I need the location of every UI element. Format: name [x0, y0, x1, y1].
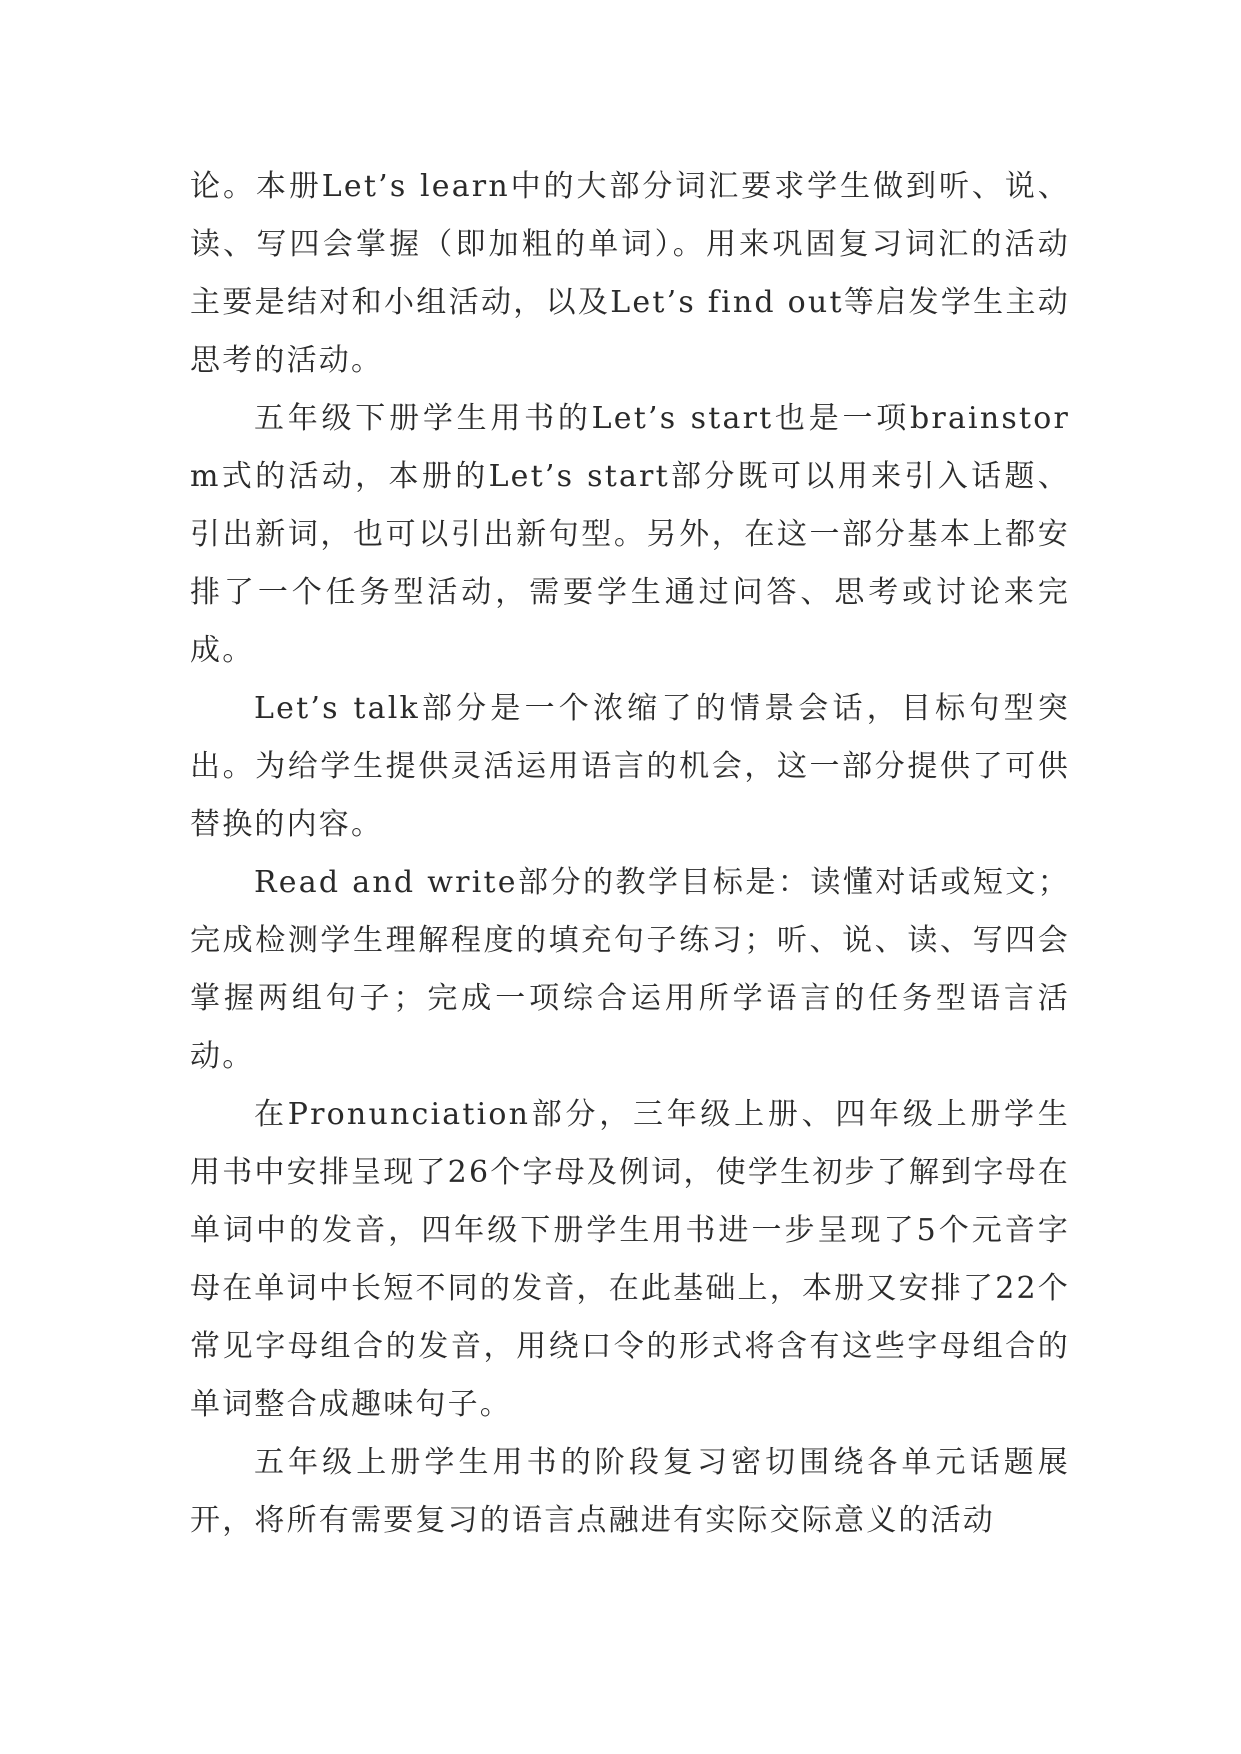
body-text [190, 158, 1070, 1550]
paragraph-1: 论。本册Let’s learn中的大部分词汇要求学生做到听、说、读、写四会掌握（即加粗的单词）。用来巩固复习词汇的活动主要是结对和小组活动，以及Let’s find out等启发学生主动思考的活动。 [190, 169, 1070, 378]
paragraph-6: 五年级上册学生用书的阶段复习密切围绕各单元话题展开，将所有需要复习的语言点融进有实际交际意义的活动 [190, 1445, 1070, 1538]
paragraph-5: 在Pronunciation部分，三年级上册、四年级上册学生用书中安排呈现了26个字母及例词，使学生初步了解到字母在单词中的发音，四年级下册学生用书进一步呈现了5个元音字母在单词中长短不同的发音，在此基础上，本册又安排了22个常见字母组合的发音，用绕口令的形式将含有这些字母组合的单词整合成趣味句子。 [190, 1097, 1070, 1422]
paragraph-2: 五年级下册学生用书的Let’s start也是一项brainstorm式的活动，本册的Let’s start部分既可以用来引入话题、引出新词，也可以引出新句型。另外，在这一部分基本上都安排了一个任务型活动，需要学生通过问答、思考或讨论来完成。 [190, 401, 1070, 668]
paragraph-3: Let’s talk部分是一个浓缩了的情景会话，目标句型突出。为给学生提供灵活运用语言的机会，这一部分提供了可供替换的内容。 [190, 691, 1070, 842]
paragraph-4: Read and write部分的教学目标是：读懂对话或短文；完成检测学生理解程度的填充句子练习；听、说、读、写四会掌握两组句子；完成一项综合运用所学语言的任务型语言活动。 [190, 865, 1070, 1074]
